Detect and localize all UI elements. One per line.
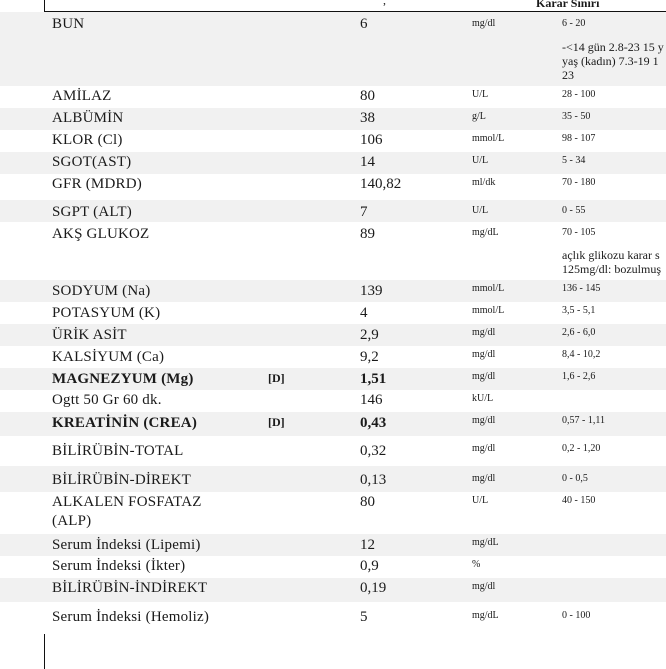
test-value: 14 [360, 154, 375, 170]
table-row [0, 346, 666, 368]
reference-range: 2,6 - 6,0 [562, 327, 596, 338]
flag-badge: [D] [268, 415, 285, 429]
test-value: 2,9 [360, 327, 379, 343]
reference-note: yaş (kadın) 7.3-19 1 [562, 54, 659, 68]
flag-badge: [D] [268, 371, 285, 385]
table-row [0, 280, 666, 302]
test-name: ÜRİK ASİT [52, 327, 127, 343]
table-row [0, 556, 666, 578]
table-row [0, 200, 666, 222]
table-row [0, 108, 666, 130]
test-value: 12 [360, 537, 375, 553]
test-name: SGOT(AST) [52, 154, 132, 170]
test-name-continued: (ALP) [52, 513, 92, 529]
test-unit: mg/dL [472, 537, 499, 548]
reference-note: 125mg/dl: bozulmuş [562, 262, 661, 276]
reference-note: açlık glikozu karar s [562, 248, 660, 262]
test-name: POTASYUM (K) [52, 305, 161, 321]
table-row [0, 602, 666, 634]
test-unit: U/L [472, 495, 489, 506]
test-name: AKŞ GLUKOZ [52, 226, 150, 242]
table-row [0, 492, 666, 534]
test-value: 0,32 [360, 443, 387, 459]
reference-range: 136 - 145 [562, 283, 601, 294]
reference-range: 0 - 0,5 [562, 473, 588, 484]
table-row [0, 174, 666, 200]
test-value: 89 [360, 226, 375, 242]
reference-range: 40 - 150 [562, 495, 596, 506]
reference-range: 70 - 180 [562, 177, 596, 188]
table-row [0, 578, 666, 602]
test-value: 5 [360, 609, 368, 625]
table-row [0, 86, 666, 108]
reference-range: 35 - 50 [562, 111, 591, 122]
test-name: SGPT (ALT) [52, 204, 132, 220]
table-row [0, 222, 666, 280]
reference-range: 8,4 - 10,2 [562, 349, 601, 360]
test-value: 7 [360, 204, 368, 220]
test-unit: U/L [472, 89, 489, 100]
header-comma: , [383, 0, 386, 7]
table-row [0, 412, 666, 436]
test-name: GFR (MDRD) [52, 176, 142, 192]
test-unit: mg/dl [472, 473, 496, 484]
test-unit: g/L [472, 111, 486, 122]
test-value: 140,82 [360, 176, 402, 192]
reference-range: 1,6 - 2,6 [562, 371, 596, 382]
test-value: 9,2 [360, 349, 379, 365]
test-value: 80 [360, 494, 375, 510]
test-value: 0,43 [360, 415, 387, 431]
test-name: KALSİYUM (Ca) [52, 349, 165, 365]
test-value: 80 [360, 88, 375, 104]
test-unit: U/L [472, 155, 489, 166]
test-name: BİLİRÜBİN-İNDİREKT [52, 580, 208, 596]
reference-range: 5 - 34 [562, 155, 586, 166]
test-name: BUN [52, 16, 85, 32]
test-unit: mg/dl [472, 415, 496, 426]
test-unit: mg/dl [472, 349, 496, 360]
test-unit: kU/L [472, 393, 494, 404]
test-value: 1,51 [360, 371, 387, 387]
test-name: MAGNEZYUM (Mg) [52, 371, 194, 387]
test-name: Ogtt 50 Gr 60 dk. [52, 392, 162, 408]
test-value: 106 [360, 132, 383, 148]
table-row [0, 324, 666, 346]
table-row [0, 302, 666, 324]
test-value: 0,19 [360, 580, 387, 596]
test-value: 4 [360, 305, 368, 321]
test-name: ALKALEN FOSFATAZ [52, 494, 202, 510]
test-unit: mmol/L [472, 133, 505, 144]
reference-range: 98 - 107 [562, 133, 596, 144]
reference-range: 0 - 100 [562, 610, 591, 621]
reference-range: 3,5 - 5,1 [562, 305, 596, 316]
test-name: Serum İndeksi (Hemoliz) [52, 609, 210, 625]
test-name: Serum İndeksi (Lipemi) [52, 537, 201, 553]
reference-range: 0 - 55 [562, 205, 586, 216]
reference-range: 70 - 105 [562, 227, 596, 238]
test-unit: mg/dl [472, 581, 496, 592]
reference-range: 0,2 - 1,20 [562, 443, 601, 454]
table-row [0, 534, 666, 556]
reference-range: 6 - 20 [562, 18, 586, 29]
table-row [0, 12, 666, 86]
test-unit: U/L [472, 205, 489, 216]
table-row [0, 466, 666, 492]
table-row [0, 152, 666, 174]
test-unit: mmol/L [472, 305, 505, 316]
reference-note: -<14 gün 2.8-23 15 y [562, 40, 664, 54]
test-name: ALBÜMİN [52, 110, 124, 126]
test-unit: mg/dl [472, 371, 496, 382]
table-row [0, 368, 666, 390]
test-unit: mg/dl [472, 443, 496, 454]
table-row [0, 436, 666, 466]
test-name: Serum İndeksi (İkter) [52, 558, 186, 574]
test-value: 6 [360, 16, 368, 32]
reference-range: 0,57 - 1,11 [562, 415, 605, 426]
test-unit: % [472, 559, 481, 570]
test-name: BİLİRÜBİN-TOTAL [52, 443, 184, 459]
table-row [0, 390, 666, 412]
test-name: BİLİRÜBİN-DİREKT [52, 472, 192, 488]
reference-range: 28 - 100 [562, 89, 596, 100]
reference-note: 23 [562, 68, 574, 82]
test-unit: ml/dk [472, 177, 496, 188]
test-name: SODYUM (Na) [52, 283, 151, 299]
test-value: 38 [360, 110, 375, 126]
test-unit: mg/dL [472, 610, 499, 621]
test-name: KLOR (Cl) [52, 132, 123, 148]
test-value: 139 [360, 283, 383, 299]
test-name: AMİLAZ [52, 88, 112, 104]
test-unit: mg/dl [472, 327, 496, 338]
test-unit: mg/dl [472, 18, 496, 29]
test-unit: mg/dL [472, 227, 499, 238]
test-value: 0,13 [360, 472, 387, 488]
test-name: KREATİNİN (CREA) [52, 415, 198, 431]
test-unit: mmol/L [472, 283, 505, 294]
test-value: 0,9 [360, 558, 379, 574]
test-value: 146 [360, 392, 383, 408]
header-reference-column: Karar Sınırı [536, 0, 600, 10]
table-row [0, 130, 666, 152]
